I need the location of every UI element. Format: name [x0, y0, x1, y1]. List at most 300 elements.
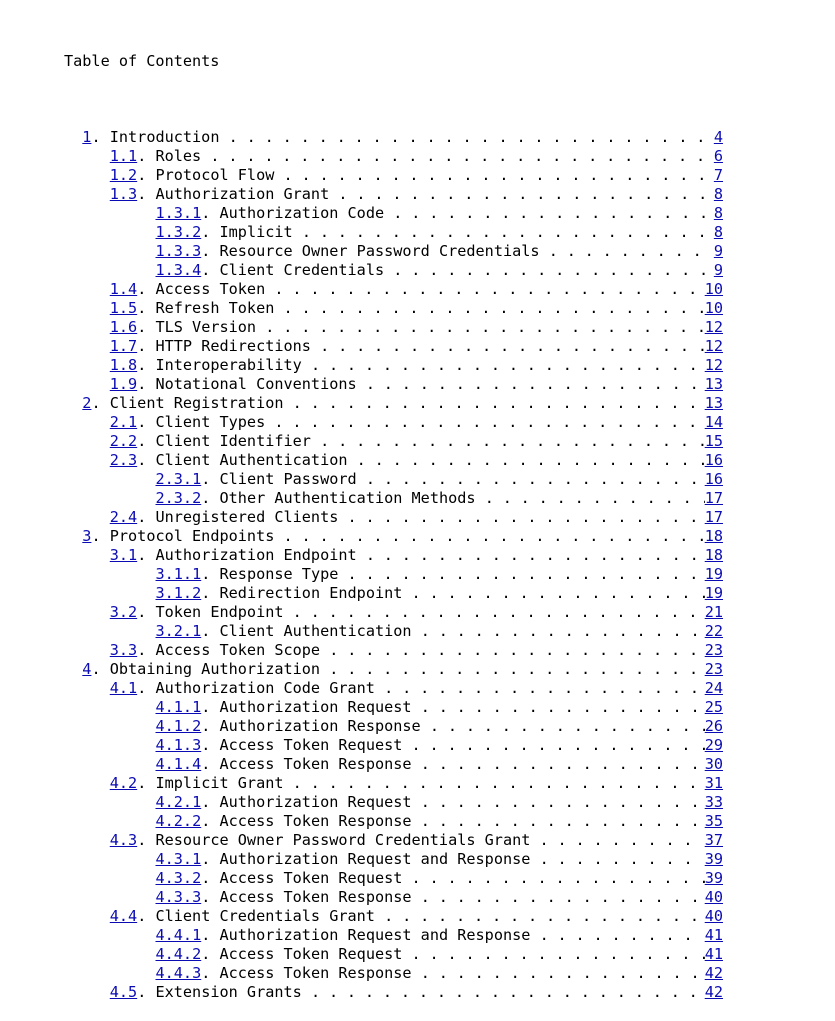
toc-leader-dots	[430, 717, 705, 736]
toc-entry-label: Resource Owner Password Credentials	[219, 242, 540, 260]
toc-label-spacer	[311, 337, 320, 356]
toc-label-spacer	[283, 394, 292, 413]
toc-separator: .	[201, 717, 220, 735]
toc-label-spacer	[530, 926, 539, 945]
toc-page-link[interactable]: 23	[704, 660, 723, 678]
toc-section-link[interactable]: 4.1.4	[155, 755, 202, 773]
toc-entry	[64, 850, 723, 869]
toc-page-link[interactable]: 37	[704, 831, 723, 849]
toc-entry-label: Interoperability	[155, 356, 302, 374]
toc-label-spacer	[402, 945, 411, 964]
toc-entry-label: Obtaining Authorization	[109, 660, 321, 678]
toc-separator: .	[137, 166, 156, 184]
toc-entry	[64, 280, 723, 299]
toc-section-link[interactable]: 4.2	[109, 774, 138, 792]
toc-leader-dots	[293, 774, 705, 793]
toc-label-spacer	[402, 736, 411, 755]
toc-label-spacer	[421, 717, 430, 736]
toc-page-link[interactable]: 15	[704, 432, 723, 450]
toc-section-link[interactable]: 1.3.2	[155, 223, 202, 241]
toc-label-spacer	[293, 223, 302, 242]
toc-entry	[64, 831, 723, 850]
toc-label-spacer	[320, 641, 329, 660]
toc-label-spacer	[274, 527, 283, 546]
toc-separator: .	[137, 546, 156, 564]
toc-label-spacer	[402, 869, 411, 888]
toc-entry-label: Implicit	[219, 223, 293, 241]
toc-section-link[interactable]: 2	[82, 394, 92, 412]
toc-leader-dots	[412, 869, 705, 888]
toc-entry-label: Authorization Request and Response	[219, 926, 531, 944]
toc-entry	[64, 888, 723, 907]
toc-leader-dots	[485, 489, 705, 508]
toc-entry	[64, 508, 723, 527]
toc-page-link[interactable]: 18	[704, 527, 723, 545]
toc-separator: .	[201, 926, 220, 944]
toc-section-link[interactable]: 4.3	[109, 831, 138, 849]
toc-page-link[interactable]: 42	[704, 983, 723, 1001]
toc-label-spacer	[265, 413, 274, 432]
toc-separator: .	[201, 945, 220, 963]
toc-entry	[64, 489, 723, 508]
toc-entry-label: Authorization Code Grant	[155, 679, 375, 697]
toc-page-link[interactable]: 25	[704, 698, 723, 716]
toc-separator: .	[137, 147, 156, 165]
toc-entry	[64, 527, 723, 546]
toc-separator: .	[201, 489, 220, 507]
toc-page-link[interactable]: 19	[704, 565, 723, 583]
toc-separator: .	[137, 299, 156, 317]
toc-label-spacer	[412, 622, 421, 641]
toc-entry-label: Authorization Grant	[155, 185, 330, 203]
toc-leader-dots	[540, 831, 705, 850]
toc-entry	[64, 546, 723, 565]
toc-section-link[interactable]: 4	[82, 660, 92, 678]
toc-separator: .	[201, 261, 220, 279]
toc-label-spacer	[256, 318, 265, 337]
toc-label-spacer	[412, 755, 421, 774]
toc-leader-dots	[366, 546, 705, 565]
toc-section-link[interactable]: 4.1.2	[155, 717, 202, 735]
toc-section-link[interactable]: 3.1	[109, 546, 138, 564]
toc-label-spacer	[274, 166, 283, 185]
toc-label-spacer	[348, 451, 357, 470]
toc-label-spacer	[329, 185, 338, 204]
toc-label-spacer	[384, 204, 393, 223]
toc-leader-dots	[421, 888, 705, 907]
toc-label-spacer	[274, 299, 283, 318]
toc-page-link[interactable]: 16	[704, 451, 723, 469]
toc-section-link[interactable]: 4.3.3	[155, 888, 202, 906]
toc-leader-dots	[329, 660, 704, 679]
toc-separator: .	[137, 337, 156, 355]
toc-entry-label: Introduction	[109, 128, 220, 146]
toc-leader-dots	[320, 432, 705, 451]
toc-page-link[interactable]: 19	[704, 584, 723, 602]
toc-leader-dots	[329, 641, 704, 660]
toc-separator: .	[137, 432, 156, 450]
toc-section-link[interactable]: 3	[82, 527, 92, 545]
toc-separator: .	[137, 280, 156, 298]
toc-separator: .	[91, 527, 110, 545]
toc-section-link[interactable]: 1.6	[109, 318, 138, 336]
toc-page-link[interactable]: 23	[704, 641, 723, 659]
toc-page-link[interactable]: 10	[704, 280, 723, 298]
toc-separator: .	[201, 584, 220, 602]
toc-section-link[interactable]: 2.3.2	[155, 489, 202, 507]
toc-label-spacer	[412, 793, 421, 812]
toc-leader-dots	[384, 907, 705, 926]
toc-page-link[interactable]: 35	[704, 812, 723, 830]
toc-separator: .	[201, 850, 220, 868]
toc-section-link[interactable]: 1.4	[109, 280, 138, 298]
toc-separator: .	[137, 375, 156, 393]
toc-separator: .	[201, 736, 220, 754]
toc-entry-label: HTTP Redirections	[155, 337, 311, 355]
toc-section-link[interactable]: 2.3.1	[155, 470, 202, 488]
toc-entry	[64, 793, 723, 812]
toc-leader-dots	[274, 413, 704, 432]
toc-section-link[interactable]: 1.8	[109, 356, 138, 374]
toc-section-link[interactable]: 4.2.1	[155, 793, 202, 811]
toc-entry	[64, 470, 723, 489]
toc-page-link[interactable]: 21	[704, 603, 723, 621]
toc-entry-label: Redirection Endpoint	[219, 584, 403, 602]
toc-entry-label: Client Credentials	[219, 261, 385, 279]
toc-section-link[interactable]: 2.2	[109, 432, 138, 450]
toc-label-spacer	[540, 242, 549, 261]
toc-leader-dots	[421, 793, 705, 812]
toc-entry	[64, 907, 723, 926]
toc-leader-dots	[549, 242, 714, 261]
toc-entry-label: Authorization Response	[219, 717, 421, 735]
toc-label-spacer	[402, 584, 411, 603]
toc-section-link[interactable]: 4.4.2	[155, 945, 202, 963]
toc-page-link[interactable]: 26	[704, 717, 723, 735]
toc-separator: .	[201, 470, 220, 488]
toc-separator: .	[201, 565, 220, 583]
toc-leader-dots	[412, 736, 705, 755]
toc-section-link[interactable]: 2.3	[109, 451, 138, 469]
toc-entry-label: Client Identifier	[155, 432, 311, 450]
toc-page-link[interactable]: 42	[704, 964, 723, 982]
toc-entry	[64, 945, 723, 964]
toc-page-link[interactable]: 12	[704, 337, 723, 355]
toc-section-link[interactable]: 4.5	[109, 983, 138, 1001]
toc-separator: .	[201, 964, 220, 982]
toc-section-link[interactable]: 1.3.4	[155, 261, 202, 279]
toc-section-link[interactable]: 1.3.3	[155, 242, 202, 260]
toc-entry-label: Authorization Request	[219, 698, 412, 716]
toc-separator: .	[201, 242, 220, 260]
toc-label-spacer	[530, 831, 539, 850]
toc-entry	[64, 394, 723, 413]
toc-leader-dots	[265, 318, 704, 337]
toc-entry-label: Client Password	[219, 470, 357, 488]
toc-page-link[interactable]: 6	[713, 147, 723, 165]
toc-list	[64, 128, 723, 1002]
toc-section-link[interactable]: 4.1.3	[155, 736, 202, 754]
toc-separator: .	[137, 831, 156, 849]
toc-page-link[interactable]: 14	[704, 413, 723, 431]
toc-label-spacer	[476, 489, 485, 508]
toc-entry	[64, 261, 723, 280]
toc-page-link[interactable]: 30	[704, 755, 723, 773]
toc-label-spacer	[219, 128, 228, 147]
toc-separator: .	[137, 603, 156, 621]
toc-label-spacer	[338, 508, 347, 527]
toc-entry	[64, 717, 723, 736]
toc-label-spacer	[284, 603, 293, 622]
toc-leader-dots	[421, 622, 705, 641]
toc-section-link[interactable]: 1.1	[109, 147, 138, 165]
toc-entry-label: Token Endpoint	[155, 603, 284, 621]
toc-page-link[interactable]: 41	[704, 945, 723, 963]
toc-label-spacer	[338, 565, 347, 584]
toc-label-spacer	[284, 774, 293, 793]
toc-title: Table of Contents	[64, 52, 220, 70]
toc-entry-label: Resource Owner Password Credentials Grant	[155, 831, 531, 849]
toc-separator: .	[137, 983, 156, 1001]
toc-separator: .	[137, 413, 156, 431]
toc-separator: .	[137, 679, 156, 697]
toc-page-link[interactable]: 24	[704, 679, 723, 697]
toc-entry-label: Unregistered Clients	[155, 508, 339, 526]
toc-entry	[64, 223, 723, 242]
toc-page-link[interactable]: 4	[713, 128, 723, 146]
toc-leader-dots	[311, 356, 705, 375]
toc-page-link[interactable]: 16	[704, 470, 723, 488]
toc-section-link[interactable]: 3.1.2	[155, 584, 202, 602]
toc-section-link[interactable]: 4.4	[109, 907, 138, 925]
toc-page-link[interactable]: 41	[704, 926, 723, 944]
toc-entry-label: Client Types	[155, 413, 266, 431]
toc-separator: .	[201, 812, 220, 830]
toc-label-spacer	[384, 261, 393, 280]
toc-entry	[64, 603, 723, 622]
toc-separator: .	[137, 318, 156, 336]
toc-leader-dots	[293, 394, 705, 413]
toc-section-link[interactable]: 4.3.2	[155, 869, 202, 887]
toc-label-spacer	[375, 679, 384, 698]
toc-entry	[64, 166, 723, 185]
toc-entry-label: TLS Version	[155, 318, 257, 336]
toc-entry	[64, 698, 723, 717]
toc-entry-label: Access Token	[155, 280, 266, 298]
toc-entry-label: Access Token Response	[219, 812, 412, 830]
toc-section-link[interactable]: 1.2	[109, 166, 138, 184]
toc-section-link[interactable]: 4.3.1	[155, 850, 202, 868]
toc-separator: .	[137, 907, 156, 925]
toc-separator: .	[201, 223, 220, 241]
toc-page-link[interactable]: 29	[704, 736, 723, 754]
toc-separator: .	[137, 641, 156, 659]
toc-page-link[interactable]: 8	[713, 185, 723, 203]
toc-section-link[interactable]: 3.1.1	[155, 565, 202, 583]
toc-separator: .	[91, 660, 110, 678]
toc-label-spacer	[412, 698, 421, 717]
toc-entry	[64, 337, 723, 356]
toc-entry-label: Implicit Grant	[155, 774, 284, 792]
toc-label-spacer	[320, 660, 329, 679]
toc-entry	[64, 318, 723, 337]
toc-leader-dots	[366, 470, 705, 489]
toc-page-link[interactable]: 40	[704, 888, 723, 906]
toc-leader-dots	[412, 584, 705, 603]
toc-separator: .	[201, 204, 220, 222]
toc-separator: .	[201, 755, 220, 773]
toc-leader-dots	[421, 698, 705, 717]
toc-separator: .	[201, 622, 220, 640]
toc-leader-dots	[412, 945, 705, 964]
toc-entry-label: Notational Conventions	[155, 375, 357, 393]
toc-section-link[interactable]: 4.2.2	[155, 812, 202, 830]
toc-leader-dots	[421, 812, 705, 831]
toc-leader-dots	[348, 508, 705, 527]
toc-page-link[interactable]: 39	[704, 850, 723, 868]
toc-entry-label: Access Token Request	[219, 945, 403, 963]
toc-entry	[64, 375, 723, 394]
toc-page-link[interactable]: 12	[704, 318, 723, 336]
toc-section-link[interactable]: 1.7	[109, 337, 138, 355]
toc-entry-label: Protocol Endpoints	[109, 527, 275, 545]
toc-leader-dots	[421, 964, 705, 983]
toc-page-link[interactable]: 7	[713, 166, 723, 184]
toc-page-link[interactable]: 8	[713, 204, 723, 222]
toc-entry	[64, 204, 723, 223]
toc-entry-label: Access Token Response	[219, 888, 412, 906]
toc-page-link[interactable]: 9	[713, 242, 723, 260]
toc-entry	[64, 926, 723, 945]
toc-label-spacer	[530, 850, 539, 869]
toc-entry	[64, 128, 723, 147]
toc-section-link[interactable]: 3.2.1	[155, 622, 202, 640]
toc-entry	[64, 964, 723, 983]
toc-entry-label: Roles	[155, 147, 202, 165]
toc-entry	[64, 565, 723, 584]
toc-separator: .	[201, 793, 220, 811]
toc-entry-label: Client Credentials Grant	[155, 907, 375, 925]
toc-leader-dots	[293, 603, 705, 622]
toc-leader-dots	[540, 850, 705, 869]
toc-section-link[interactable]: 1.3	[109, 185, 138, 203]
toc-separator: .	[137, 185, 156, 203]
toc-leader-dots	[384, 679, 705, 698]
toc-entry-label: Other Authentication Methods	[219, 489, 476, 507]
toc-separator: .	[137, 774, 156, 792]
toc-separator: .	[91, 128, 110, 146]
toc-page-link[interactable]: 17	[704, 489, 723, 507]
toc-entry-label: Authorization Endpoint	[155, 546, 357, 564]
toc-entry-label: Client Authentication	[155, 451, 348, 469]
toc-entry	[64, 185, 723, 204]
toc-leader-dots	[357, 451, 705, 470]
toc-separator: .	[201, 698, 220, 716]
toc-section-link[interactable]: 4.4.1	[155, 926, 202, 944]
toc-leader-dots	[311, 983, 705, 1002]
toc-entry	[64, 147, 723, 166]
toc-page-link[interactable]: 31	[704, 774, 723, 792]
toc-entry	[64, 584, 723, 603]
toc-entry	[64, 622, 723, 641]
toc-leader-dots	[229, 128, 714, 147]
toc-entry	[64, 736, 723, 755]
toc-entry-label: Response Type	[219, 565, 339, 583]
toc-leader-dots	[320, 337, 705, 356]
toc-label-spacer	[375, 907, 384, 926]
toc-entry	[64, 299, 723, 318]
toc-section-link[interactable]: 3.2	[109, 603, 138, 621]
toc-page-link[interactable]: 13	[704, 394, 723, 412]
toc-leader-dots	[338, 185, 713, 204]
toc-entry-label: Access Token Scope	[155, 641, 321, 659]
toc-entry	[64, 242, 723, 261]
toc-separator: .	[201, 869, 220, 887]
toc-page-link[interactable]: 8	[713, 223, 723, 241]
toc-section-link[interactable]: 2.4	[109, 508, 138, 526]
toc-leader-dots	[284, 166, 714, 185]
toc-page-link[interactable]: 33	[704, 793, 723, 811]
toc-page-link[interactable]: 9	[713, 261, 723, 279]
toc-page-link[interactable]: 22	[704, 622, 723, 640]
toc-leader-dots	[421, 755, 705, 774]
toc-section-link[interactable]: 1.3.1	[155, 204, 202, 222]
toc-entry	[64, 641, 723, 660]
toc-page-link[interactable]: 18	[704, 546, 723, 564]
toc-label-spacer	[357, 546, 366, 565]
toc-section-link[interactable]: 4.4.3	[155, 964, 202, 982]
toc-entry	[64, 983, 723, 1002]
toc-label-spacer	[302, 983, 311, 1002]
toc-section-link[interactable]: 1.5	[109, 299, 138, 317]
toc-label-spacer	[201, 147, 210, 166]
toc-leader-dots	[393, 261, 714, 280]
toc-label-spacer	[412, 812, 421, 831]
toc-section-link[interactable]: 1	[82, 128, 92, 146]
toc-section-link[interactable]: 1.9	[109, 375, 138, 393]
toc-leader-dots	[284, 527, 705, 546]
toc-page-link[interactable]: 17	[704, 508, 723, 526]
toc-entry-label: Access Token Request	[219, 869, 403, 887]
toc-label-spacer	[357, 470, 366, 489]
toc-entry	[64, 451, 723, 470]
toc-page-link[interactable]: 13	[704, 375, 723, 393]
toc-separator: .	[137, 508, 156, 526]
toc-entry	[64, 356, 723, 375]
toc-section-link[interactable]: 2.1	[109, 413, 138, 431]
table-of-contents	[64, 14, 723, 1021]
toc-leader-dots	[274, 280, 704, 299]
toc-page-link[interactable]: 12	[704, 356, 723, 374]
toc-section-link[interactable]: 3.3	[109, 641, 138, 659]
toc-entry	[64, 755, 723, 774]
toc-leader-dots	[348, 565, 705, 584]
toc-entry-label: Protocol Flow	[155, 166, 275, 184]
toc-entry-label: Authorization Request	[219, 793, 412, 811]
toc-separator: .	[91, 394, 110, 412]
toc-page-link[interactable]: 40	[704, 907, 723, 925]
toc-label-spacer	[412, 964, 421, 983]
toc-separator: .	[201, 888, 220, 906]
toc-section-link[interactable]: 4.1.1	[155, 698, 202, 716]
toc-entry	[64, 812, 723, 831]
toc-entry-label: Extension Grants	[155, 983, 302, 1001]
toc-section-link[interactable]: 4.1	[109, 679, 138, 697]
toc-page-link[interactable]: 39	[704, 869, 723, 887]
toc-entry-label: Refresh Token	[155, 299, 275, 317]
toc-label-spacer	[302, 356, 311, 375]
toc-page-link[interactable]: 10	[704, 299, 723, 317]
